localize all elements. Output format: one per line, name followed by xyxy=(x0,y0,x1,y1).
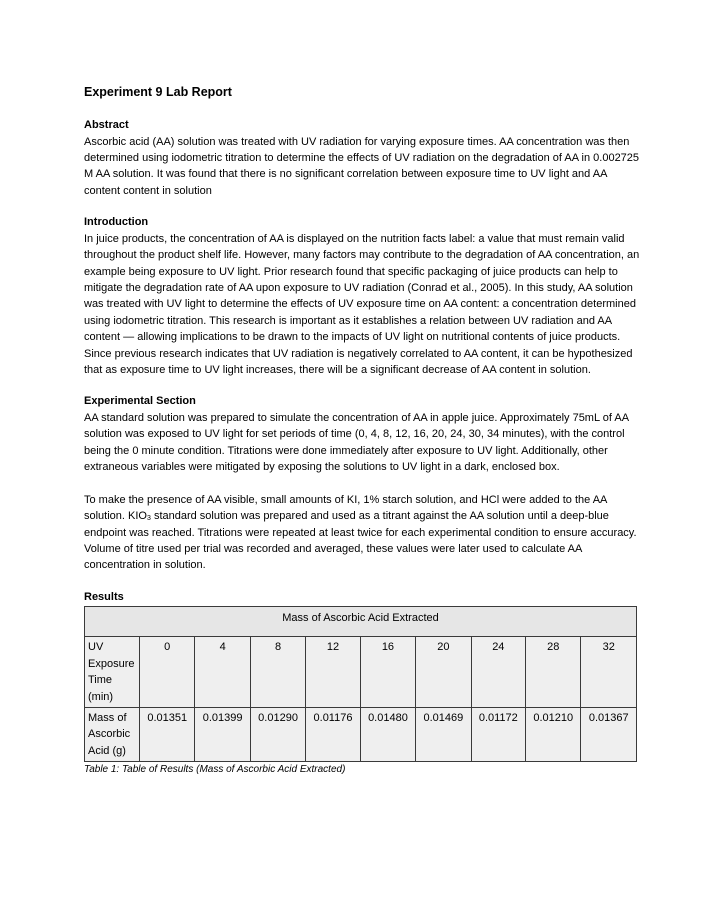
row-label-mass: Mass of Ascorbic Acid (g) xyxy=(85,707,140,761)
table-cell: 0.01399 xyxy=(195,707,250,761)
table-cell: 28 xyxy=(526,637,581,708)
table-row-exposure-time xyxy=(85,637,637,708)
table-title-row xyxy=(85,607,637,637)
table-cell: 8 xyxy=(250,637,305,708)
table-cell: 0.01367 xyxy=(581,707,637,761)
experimental-paragraph-1: AA standard solution was prepared to simulate the concentration of AA in apple juice. Approximately 75mL of AA solution was exposed to UV light for set periods of time (0, 4, 8, 12, 16, 20, 24, 30, 34 minutes), with the control being the 0 minute condition. Titrations were done immediately after exposure to UV light. Additionally, other extraneous variables were mitigated by exposing the solutions to UV light in a dark, enclosed box. xyxy=(84,412,629,474)
results-heading: Results xyxy=(84,590,124,603)
table-cell: 0.01176 xyxy=(306,707,360,761)
experimental-paragraph-2 xyxy=(84,492,640,574)
experimental-heading: Experimental Section xyxy=(84,395,196,408)
introduction-heading: Introduction xyxy=(84,216,149,229)
table-cell: 12 xyxy=(306,637,360,708)
abstract-heading: Abstract xyxy=(84,119,129,131)
kio3-formula xyxy=(128,510,151,522)
table-cell: 16 xyxy=(360,637,415,708)
table-cell: 0.01351 xyxy=(140,707,195,761)
table-cell: 0.01290 xyxy=(250,707,305,761)
table-title: Mass of Ascorbic Acid Extracted xyxy=(85,607,637,637)
paragraph-2-start: To make the presence of AA visible, small amounts of KI, 1% starch solution, and HCl were added to the AA solution. xyxy=(84,493,607,523)
lab-report-page xyxy=(84,84,640,777)
table-cell: 32 xyxy=(581,637,637,708)
table-cell: 0.01469 xyxy=(416,707,471,761)
results-table xyxy=(84,606,637,762)
table-row-mass xyxy=(85,707,637,761)
introduction-text: In juice products, the concentration of AA is displayed on the nutrition facts label: a value that must remain valid throughout the product shelf life. However, many factors may contribute to the degradation of AA concentration, an example being exposure to UV light. Prior research found that specific packaging of juice products can help to mitigate the degradation rate of AA upon exposure to UV radiation (Conrad et al., 2005). In this study, AA solution was treated with UV light to determine the effects of UV exposure time on AA content: a concentration determined using iodometric titration. This research is important as it establishes a relation between UV radiation and AA content — allowing implications to be drawn to the impacts of UV light on nutritional contents of juice products. Since previous research indicates that UV radiation is negatively correlated to AA content, it can be hypothesized that as exposure time to UV light increases, there will be a significant decrease of AA content in solution. xyxy=(84,232,640,377)
table-cell: 20 xyxy=(416,637,471,708)
table-cell: 0.01172 xyxy=(471,707,525,761)
kio-subscript: 3 xyxy=(146,515,151,523)
table-cell: 4 xyxy=(195,637,250,708)
table-cell: 0 xyxy=(140,637,195,708)
table-cell: 24 xyxy=(471,637,525,708)
table-cell: 0.01210 xyxy=(526,707,581,761)
abstract-text: Ascorbic acid (AA) solution was treated with UV radiation for varying exposure times. AA concentration was then determined using iodometric titration to determine the effects of UV radiation on the degradation of AA in 0.002725 M AA solution. It was found that there is no significant correlation between exposure time to UV light and AA content content in solution xyxy=(84,135,640,197)
report-title: Experiment 9 Lab Report xyxy=(84,85,232,99)
table-cell: 0.01480 xyxy=(360,707,415,761)
kio-base: KIO xyxy=(128,510,147,523)
paragraph-2-end: standard solution was prepared and used as a titrant against the AA solution until a deep-blue endpoint was reached. Titrations were repeated at least twice for each experimental condition to ensure accuracy. Volume of titre used per trial was recorded and averaged, these values were later used to calculate AA concentration in solution. xyxy=(84,510,637,572)
table-caption: Table 1: Table of Results (Mass of Ascorbic Acid Extracted) xyxy=(84,764,346,776)
row-label-exposure-time: UV Exposure Time (min) xyxy=(85,637,140,708)
